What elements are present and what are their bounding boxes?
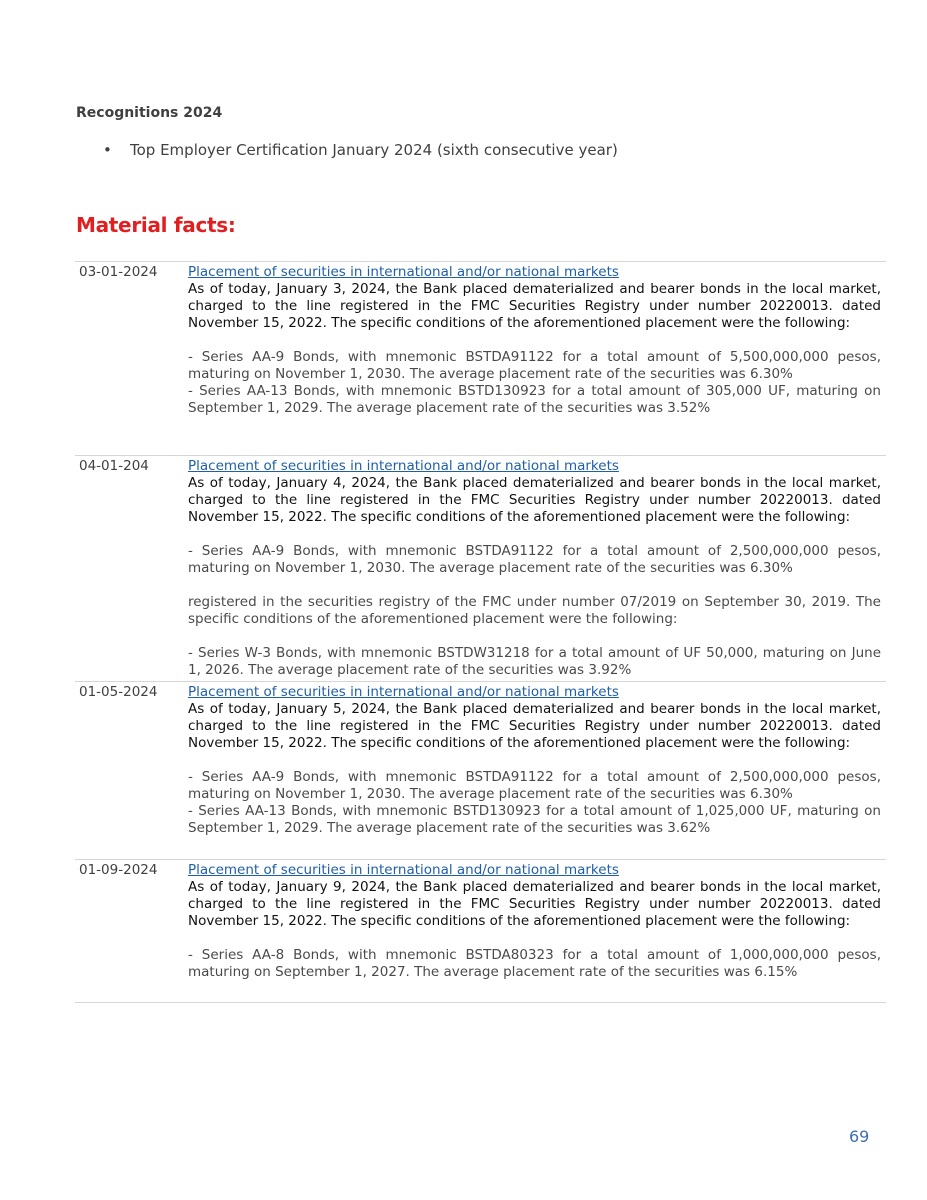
- entry-detail-text: - Series AA-13 Bonds, with mnemonic BSTD130923 for a total amount of 305,000 UF, maturing on September 1, 2029. The average placement rate of the securities was 3.52%: [188, 383, 881, 416]
- entry-date: 01-09-2024: [79, 862, 158, 878]
- entry-link[interactable]: Placement of securities in international and/or national markets: [188, 264, 619, 280]
- entry-lead-text: As of today, January 4, 2024, the Bank placed dematerialized and bearer bonds in the local market, charged to the line registered in the FMC Securities Registry under number 20220013. dated November 15, 2022. The specific conditions of the aforementioned placement were the following:: [188, 475, 881, 525]
- material-facts-heading: Material facts:: [76, 213, 236, 237]
- entry-link[interactable]: Placement of securities in international and/or national markets: [188, 458, 619, 474]
- material-fact-entry: [75, 859, 886, 980]
- recognition-item-text: Top Employer Certification January 2024 (sixth consecutive year): [130, 141, 618, 159]
- material-fact-entry: [75, 455, 886, 678]
- entry-date: 03-01-2024: [79, 264, 158, 280]
- entry-content: [188, 684, 881, 837]
- entry-content: [188, 862, 881, 981]
- entry-content: [188, 458, 881, 679]
- recognition-list-item: [103, 141, 618, 159]
- entry-link[interactable]: Placement of securities in international and/or national markets: [188, 684, 619, 700]
- entry-detail-text: registered in the securities registry of the FMC under number 07/2019 on September 30, 2019. The specific conditions of the aforementioned placement were the following:: [188, 594, 881, 627]
- entry-detail-text: - Series AA-9 Bonds, with mnemonic BSTDA91122 for a total amount of 2,500,000,000 pesos, maturing on November 1, 2030. The average placement rate of the securities was 6.30%: [188, 769, 881, 802]
- entry-detail-text: - Series AA-13 Bonds, with mnemonic BSTD130923 for a total amount of 1,025,000 UF, maturing on September 1, 2029. The average placement rate of the securities was 3.62%: [188, 803, 881, 836]
- material-fact-entry: [75, 681, 886, 836]
- entry-lead-text: As of today, January 9, 2024, the Bank placed dematerialized and bearer bonds in the local market, charged to the line registered in the FMC Securities Registry under number 20220013. dated November 15, 2022. The specific conditions of the aforementioned placement were the following:: [188, 879, 881, 929]
- entry-detail-text: - Series AA-9 Bonds, with mnemonic BSTDA91122 for a total amount of 5,500,000,000 pesos, maturing on November 1, 2030. The average placement rate of the securities was 6.30%: [188, 349, 881, 382]
- page-number: 69: [849, 1127, 870, 1146]
- entry-link[interactable]: Placement of securities in international and/or national markets: [188, 862, 619, 878]
- entry-lead-text: As of today, January 3, 2024, the Bank placed dematerialized and bearer bonds in the local market, charged to the line registered in the FMC Securities Registry under number 20220013. dated November 15, 2022. The specific conditions of the aforementioned placement were the following:: [188, 281, 881, 331]
- table-bottom-divider: [75, 1002, 886, 1003]
- entry-detail-text: - Series AA-8 Bonds, with mnemonic BSTDA80323 for a total amount of 1,000,000,000 pesos, maturing on September 1, 2027. The average placement rate of the securities was 6.15%: [188, 947, 881, 980]
- recognitions-heading: Recognitions 2024: [76, 105, 223, 121]
- entry-date: 01-05-2024: [79, 684, 158, 700]
- entry-detail-text: - Series W-3 Bonds, with mnemonic BSTDW31218 for a total amount of UF 50,000, maturing on June 1, 2026. The average placement rate of the securities was 3.92%: [188, 645, 881, 678]
- material-fact-entry: [75, 261, 886, 416]
- entry-content: [188, 264, 881, 417]
- entry-detail-text: - Series AA-9 Bonds, with mnemonic BSTDA91122 for a total amount of 2,500,000,000 pesos, maturing on November 1, 2030. The average placement rate of the securities was 6.30%: [188, 543, 881, 576]
- bullet-icon: •: [103, 141, 112, 159]
- entry-lead-text: As of today, January 5, 2024, the Bank placed dematerialized and bearer bonds in the local market, charged to the line registered in the FMC Securities Registry under number 20220013. dated November 15, 2022. The specific conditions of the aforementioned placement were the following:: [188, 701, 881, 751]
- entry-date: 04-01-204: [79, 458, 149, 474]
